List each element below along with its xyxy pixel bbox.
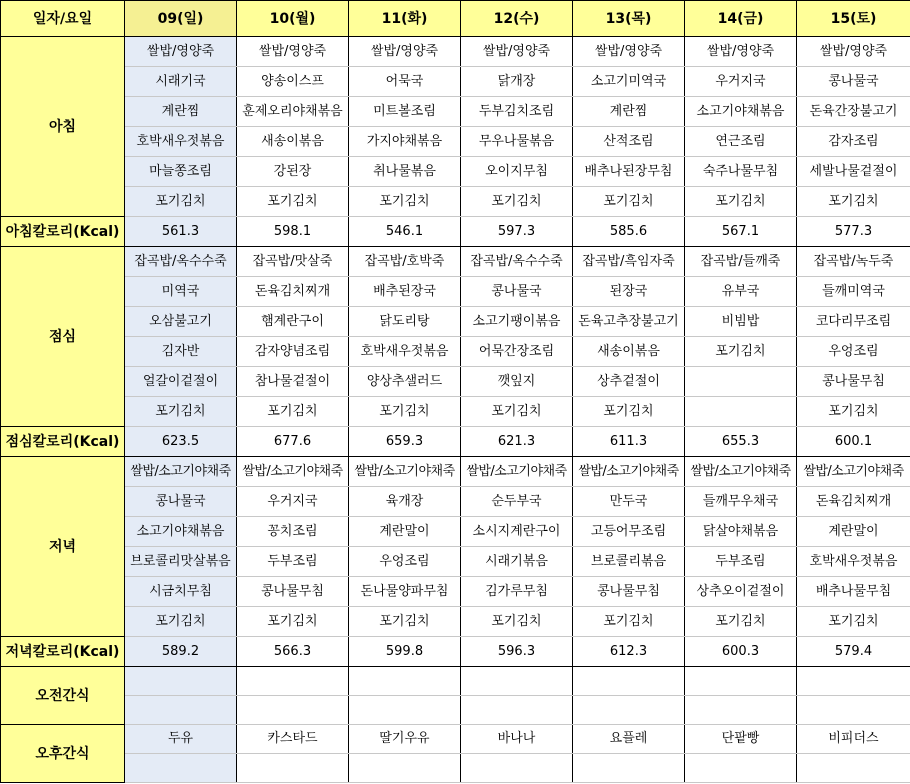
kcal-cell: 599.8 [349, 637, 461, 667]
menu-item-cell: 쌀밥/소고기야채죽 [685, 457, 797, 487]
menu-item-cell: 양상추샐러드 [349, 367, 461, 397]
menu-item-cell: 미트볼조림 [349, 97, 461, 127]
day-header: 10(월) [237, 1, 349, 37]
menu-item-cell: 어묵국 [349, 67, 461, 97]
kcal-cell: 623.5 [125, 427, 237, 457]
menu-item-cell: 세발나물겉절이 [797, 157, 910, 187]
menu-item-cell: 잡곡밥/흑임자죽 [573, 247, 685, 277]
kcal-cell: 597.3 [461, 217, 573, 247]
kcal-cell: 655.3 [685, 427, 797, 457]
menu-item-cell: 들깨무우채국 [685, 487, 797, 517]
menu-item-cell: 쌀밥/소고기야채죽 [461, 457, 573, 487]
menu-item-cell: 잡곡밥/들깨죽 [685, 247, 797, 277]
menu-item-cell: 김가루무침 [461, 577, 573, 607]
menu-item-cell: 호박새우젓볶음 [797, 547, 910, 577]
breakfast-row [1, 67, 910, 97]
menu-item-cell: 꽁치조림 [237, 517, 349, 547]
menu-item-cell [461, 667, 573, 696]
kcal-cell: 659.3 [349, 427, 461, 457]
menu-item-cell: 육개장 [349, 487, 461, 517]
menu-item-cell [125, 667, 237, 696]
menu-item-cell [125, 696, 237, 725]
menu-item-cell: 계란찜 [573, 97, 685, 127]
menu-item-cell: 호박새우젓볶음 [125, 127, 237, 157]
menu-item-cell: 감자양념조림 [237, 337, 349, 367]
breakfast-row [1, 157, 910, 187]
breakfast-kcal-label: 아침칼로리(Kcal) [1, 217, 125, 247]
corner-cell: 일자/요일 [1, 1, 125, 37]
menu-item-cell: 브로콜리맛살볶음 [125, 547, 237, 577]
menu-item-cell [349, 754, 461, 783]
menu-item-cell: 카스타드 [237, 725, 349, 754]
morning-snack-label: 오전간식 [1, 667, 125, 725]
kcal-cell: 621.3 [461, 427, 573, 457]
menu-item-cell: 포기김치 [237, 397, 349, 427]
menu-item-cell: 쌀밥/영양죽 [797, 37, 910, 67]
kcal-cell: 561.3 [125, 217, 237, 247]
menu-item-cell: 닭도리탕 [349, 307, 461, 337]
menu-item-cell: 햄계란구이 [237, 307, 349, 337]
menu-item-cell: 상추겉절이 [573, 367, 685, 397]
menu-item-cell: 단팥빵 [685, 725, 797, 754]
menu-item-cell: 바나나 [461, 725, 573, 754]
menu-item-cell [349, 696, 461, 725]
menu-item-cell: 배추나된장무침 [573, 157, 685, 187]
afternoon-snack-label: 오후간식 [1, 725, 125, 783]
menu-item-cell: 포기김치 [685, 607, 797, 637]
menu-item-cell: 연근조림 [685, 127, 797, 157]
lunch-kcal-label: 점심칼로리(Kcal) [1, 427, 125, 457]
menu-item-cell: 우거지국 [685, 67, 797, 97]
menu-item-cell: 잡곡밥/맛살죽 [237, 247, 349, 277]
menu-item-cell: 포기김치 [237, 187, 349, 217]
menu-item-cell [461, 696, 573, 725]
menu-item-cell: 두유 [125, 725, 237, 754]
dinner-row [1, 577, 910, 607]
lunch-label: 점심 [1, 247, 125, 427]
menu-item-cell: 쌀밥/소고기야채죽 [349, 457, 461, 487]
menu-item-cell: 잡곡밥/옥수수죽 [461, 247, 573, 277]
menu-item-cell: 취나물볶음 [349, 157, 461, 187]
menu-item-cell: 쌀밥/영양죽 [349, 37, 461, 67]
afternoon-snack-row [1, 725, 910, 754]
menu-item-cell [685, 667, 797, 696]
kcal-cell: 566.3 [237, 637, 349, 667]
menu-item-cell: 돈나물양파무침 [349, 577, 461, 607]
menu-item-cell: 포기김치 [125, 397, 237, 427]
menu-item-cell: 된장국 [573, 277, 685, 307]
breakfast-row [1, 37, 910, 67]
menu-item-cell: 포기김치 [461, 607, 573, 637]
menu-item-cell: 계란말이 [349, 517, 461, 547]
breakfast-label: 아침 [1, 37, 125, 217]
menu-item-cell: 두부김치조림 [461, 97, 573, 127]
menu-item-cell: 감자조림 [797, 127, 910, 157]
afternoon-snack-row [1, 754, 910, 783]
menu-item-cell: 소고기야채볶음 [685, 97, 797, 127]
menu-item-cell: 시래기볶음 [461, 547, 573, 577]
menu-item-cell: 시래기국 [125, 67, 237, 97]
menu-item-cell: 포기김치 [797, 607, 910, 637]
menu-item-cell: 호박새우젓볶음 [349, 337, 461, 367]
menu-item-cell: 닭개장 [461, 67, 573, 97]
menu-item-cell: 쌀밥/영양죽 [685, 37, 797, 67]
kcal-cell: 600.3 [685, 637, 797, 667]
menu-item-cell: 오삼불고기 [125, 307, 237, 337]
menu-item-cell: 오이지무침 [461, 157, 573, 187]
menu-item-cell: 고등어무조림 [573, 517, 685, 547]
menu-item-cell: 유부국 [685, 277, 797, 307]
menu-item-cell [237, 754, 349, 783]
menu-item-cell: 새송이볶음 [573, 337, 685, 367]
menu-item-cell: 코다리무조림 [797, 307, 910, 337]
kcal-cell: 600.1 [797, 427, 910, 457]
menu-item-cell: 상추오이겉절이 [685, 577, 797, 607]
menu-item-cell: 쌀밥/소고기야채죽 [125, 457, 237, 487]
menu-item-cell: 쌀밥/소고기야채죽 [237, 457, 349, 487]
menu-item-cell: 포기김치 [237, 607, 349, 637]
kcal-cell: 611.3 [573, 427, 685, 457]
menu-item-cell: 잡곡밥/호박죽 [349, 247, 461, 277]
menu-item-cell: 포기김치 [125, 607, 237, 637]
dinner-row [1, 607, 910, 637]
menu-item-cell: 배추된장국 [349, 277, 461, 307]
menu-item-cell: 우엉조림 [349, 547, 461, 577]
menu-item-cell [573, 667, 685, 696]
menu-item-cell: 포기김치 [125, 187, 237, 217]
day-header: 13(목) [573, 1, 685, 37]
menu-item-cell: 포기김치 [573, 397, 685, 427]
menu-item-cell: 콩나물무침 [797, 367, 910, 397]
menu-item-cell: 포기김치 [573, 187, 685, 217]
lunch-row [1, 307, 910, 337]
menu-item-cell: 김자반 [125, 337, 237, 367]
menu-item-cell: 잡곡밥/옥수수죽 [125, 247, 237, 277]
menu-item-cell: 돈육간장불고기 [797, 97, 910, 127]
lunch-row [1, 277, 910, 307]
menu-item-cell: 쌀밥/영양죽 [237, 37, 349, 67]
kcal-cell: 612.3 [573, 637, 685, 667]
menu-item-cell: 얼갈이겉절이 [125, 367, 237, 397]
menu-item-cell: 소고기야채볶음 [125, 517, 237, 547]
menu-item-cell: 미역국 [125, 277, 237, 307]
menu-item-cell: 배추나물무침 [797, 577, 910, 607]
menu-item-cell [797, 696, 910, 725]
menu-item-cell: 비피더스 [797, 725, 910, 754]
dinner-kcal-label: 저녁칼로리(Kcal) [1, 637, 125, 667]
menu-item-cell: 닭살야채볶음 [685, 517, 797, 547]
menu-item-cell [797, 667, 910, 696]
menu-item-cell: 어묵간장조림 [461, 337, 573, 367]
menu-item-cell: 소고기팽이볶음 [461, 307, 573, 337]
menu-item-cell: 우엉조림 [797, 337, 910, 367]
menu-item-cell: 포기김치 [461, 187, 573, 217]
menu-item-cell [685, 367, 797, 397]
lunch-kcal-row [1, 427, 910, 457]
dinner-row [1, 487, 910, 517]
menu-item-cell: 계란찜 [125, 97, 237, 127]
menu-item-cell [685, 397, 797, 427]
menu-item-cell: 포기김치 [573, 607, 685, 637]
menu-item-cell: 훈제오리야채볶음 [237, 97, 349, 127]
menu-item-cell [573, 696, 685, 725]
menu-item-cell: 포기김치 [349, 607, 461, 637]
kcal-cell: 596.3 [461, 637, 573, 667]
lunch-row [1, 247, 910, 277]
menu-item-cell: 무우나물볶음 [461, 127, 573, 157]
breakfast-row [1, 187, 910, 217]
menu-item-cell: 비빔밥 [685, 307, 797, 337]
dinner-row [1, 517, 910, 547]
breakfast-row [1, 127, 910, 157]
menu-item-cell: 산적조림 [573, 127, 685, 157]
menu-item-cell [349, 667, 461, 696]
menu-item-cell: 포기김치 [685, 187, 797, 217]
breakfast-row [1, 97, 910, 127]
lunch-row [1, 367, 910, 397]
day-header: 11(화) [349, 1, 461, 37]
menu-item-cell: 콩나물국 [797, 67, 910, 97]
kcal-cell: 677.6 [237, 427, 349, 457]
menu-item-cell: 쌀밥/영양죽 [573, 37, 685, 67]
menu-item-cell: 포기김치 [349, 187, 461, 217]
menu-item-cell: 새송이볶음 [237, 127, 349, 157]
menu-item-cell: 콩나물무침 [573, 577, 685, 607]
dinner-label: 저녁 [1, 457, 125, 637]
menu-item-cell: 포기김치 [797, 397, 910, 427]
menu-item-cell: 두부조림 [237, 547, 349, 577]
menu-item-cell: 돈육고추장불고기 [573, 307, 685, 337]
menu-item-cell: 딸기우유 [349, 725, 461, 754]
day-header: 14(금) [685, 1, 797, 37]
menu-item-cell [685, 754, 797, 783]
menu-item-cell: 포기김치 [461, 397, 573, 427]
morning-snack-row [1, 696, 910, 725]
menu-item-cell: 순두부국 [461, 487, 573, 517]
menu-item-cell: 잡곡밥/녹두죽 [797, 247, 910, 277]
kcal-cell: 546.1 [349, 217, 461, 247]
day-header: 09(일) [125, 1, 237, 37]
dinner-row [1, 457, 910, 487]
menu-item-cell: 계란말이 [797, 517, 910, 547]
lunch-row [1, 397, 910, 427]
menu-item-cell: 포기김치 [685, 337, 797, 367]
menu-item-cell: 참나물겉절이 [237, 367, 349, 397]
menu-item-cell [685, 696, 797, 725]
kcal-cell: 579.4 [797, 637, 910, 667]
menu-item-cell: 우거지국 [237, 487, 349, 517]
morning-snack-row [1, 667, 910, 696]
menu-item-cell: 브로콜리볶음 [573, 547, 685, 577]
kcal-cell: 577.3 [797, 217, 910, 247]
menu-item-cell: 콩나물국 [125, 487, 237, 517]
menu-item-cell: 쌀밥/영양죽 [125, 37, 237, 67]
dinner-kcal-row [1, 637, 910, 667]
menu-item-cell: 포기김치 [797, 187, 910, 217]
breakfast-kcal-row [1, 217, 910, 247]
menu-item-cell: 강된장 [237, 157, 349, 187]
menu-item-cell: 가지야채볶음 [349, 127, 461, 157]
menu-item-cell: 돈육김치찌개 [237, 277, 349, 307]
menu-item-cell [237, 667, 349, 696]
menu-item-cell: 깻잎지 [461, 367, 573, 397]
menu-item-cell [461, 754, 573, 783]
day-header: 15(토) [797, 1, 910, 37]
kcal-cell: 585.6 [573, 217, 685, 247]
menu-item-cell: 두부조림 [685, 547, 797, 577]
menu-item-cell: 시금치무침 [125, 577, 237, 607]
menu-item-cell: 소고기미역국 [573, 67, 685, 97]
menu-item-cell: 쌀밥/소고기야채죽 [797, 457, 910, 487]
kcal-cell: 589.2 [125, 637, 237, 667]
day-header: 12(수) [461, 1, 573, 37]
menu-item-cell: 들깨미역국 [797, 277, 910, 307]
lunch-row [1, 337, 910, 367]
menu-item-cell [237, 696, 349, 725]
menu-item-cell: 숙주나물무침 [685, 157, 797, 187]
kcal-cell: 567.1 [685, 217, 797, 247]
menu-item-cell [125, 754, 237, 783]
kcal-cell: 598.1 [237, 217, 349, 247]
menu-item-cell: 요플레 [573, 725, 685, 754]
menu-item-cell: 양송이스프 [237, 67, 349, 97]
header-row [1, 1, 910, 37]
menu-item-cell: 돈육김치찌개 [797, 487, 910, 517]
menu-item-cell: 콩나물국 [461, 277, 573, 307]
menu-item-cell: 소시지계란구이 [461, 517, 573, 547]
menu-item-cell: 콩나물무침 [237, 577, 349, 607]
menu-item-cell [797, 754, 910, 783]
dinner-row [1, 547, 910, 577]
menu-item-cell: 쌀밥/소고기야채죽 [573, 457, 685, 487]
menu-item-cell: 만두국 [573, 487, 685, 517]
menu-item-cell: 포기김치 [349, 397, 461, 427]
menu-item-cell: 마늘쫑조림 [125, 157, 237, 187]
menu-item-cell [573, 754, 685, 783]
menu-item-cell: 쌀밥/영양죽 [461, 37, 573, 67]
